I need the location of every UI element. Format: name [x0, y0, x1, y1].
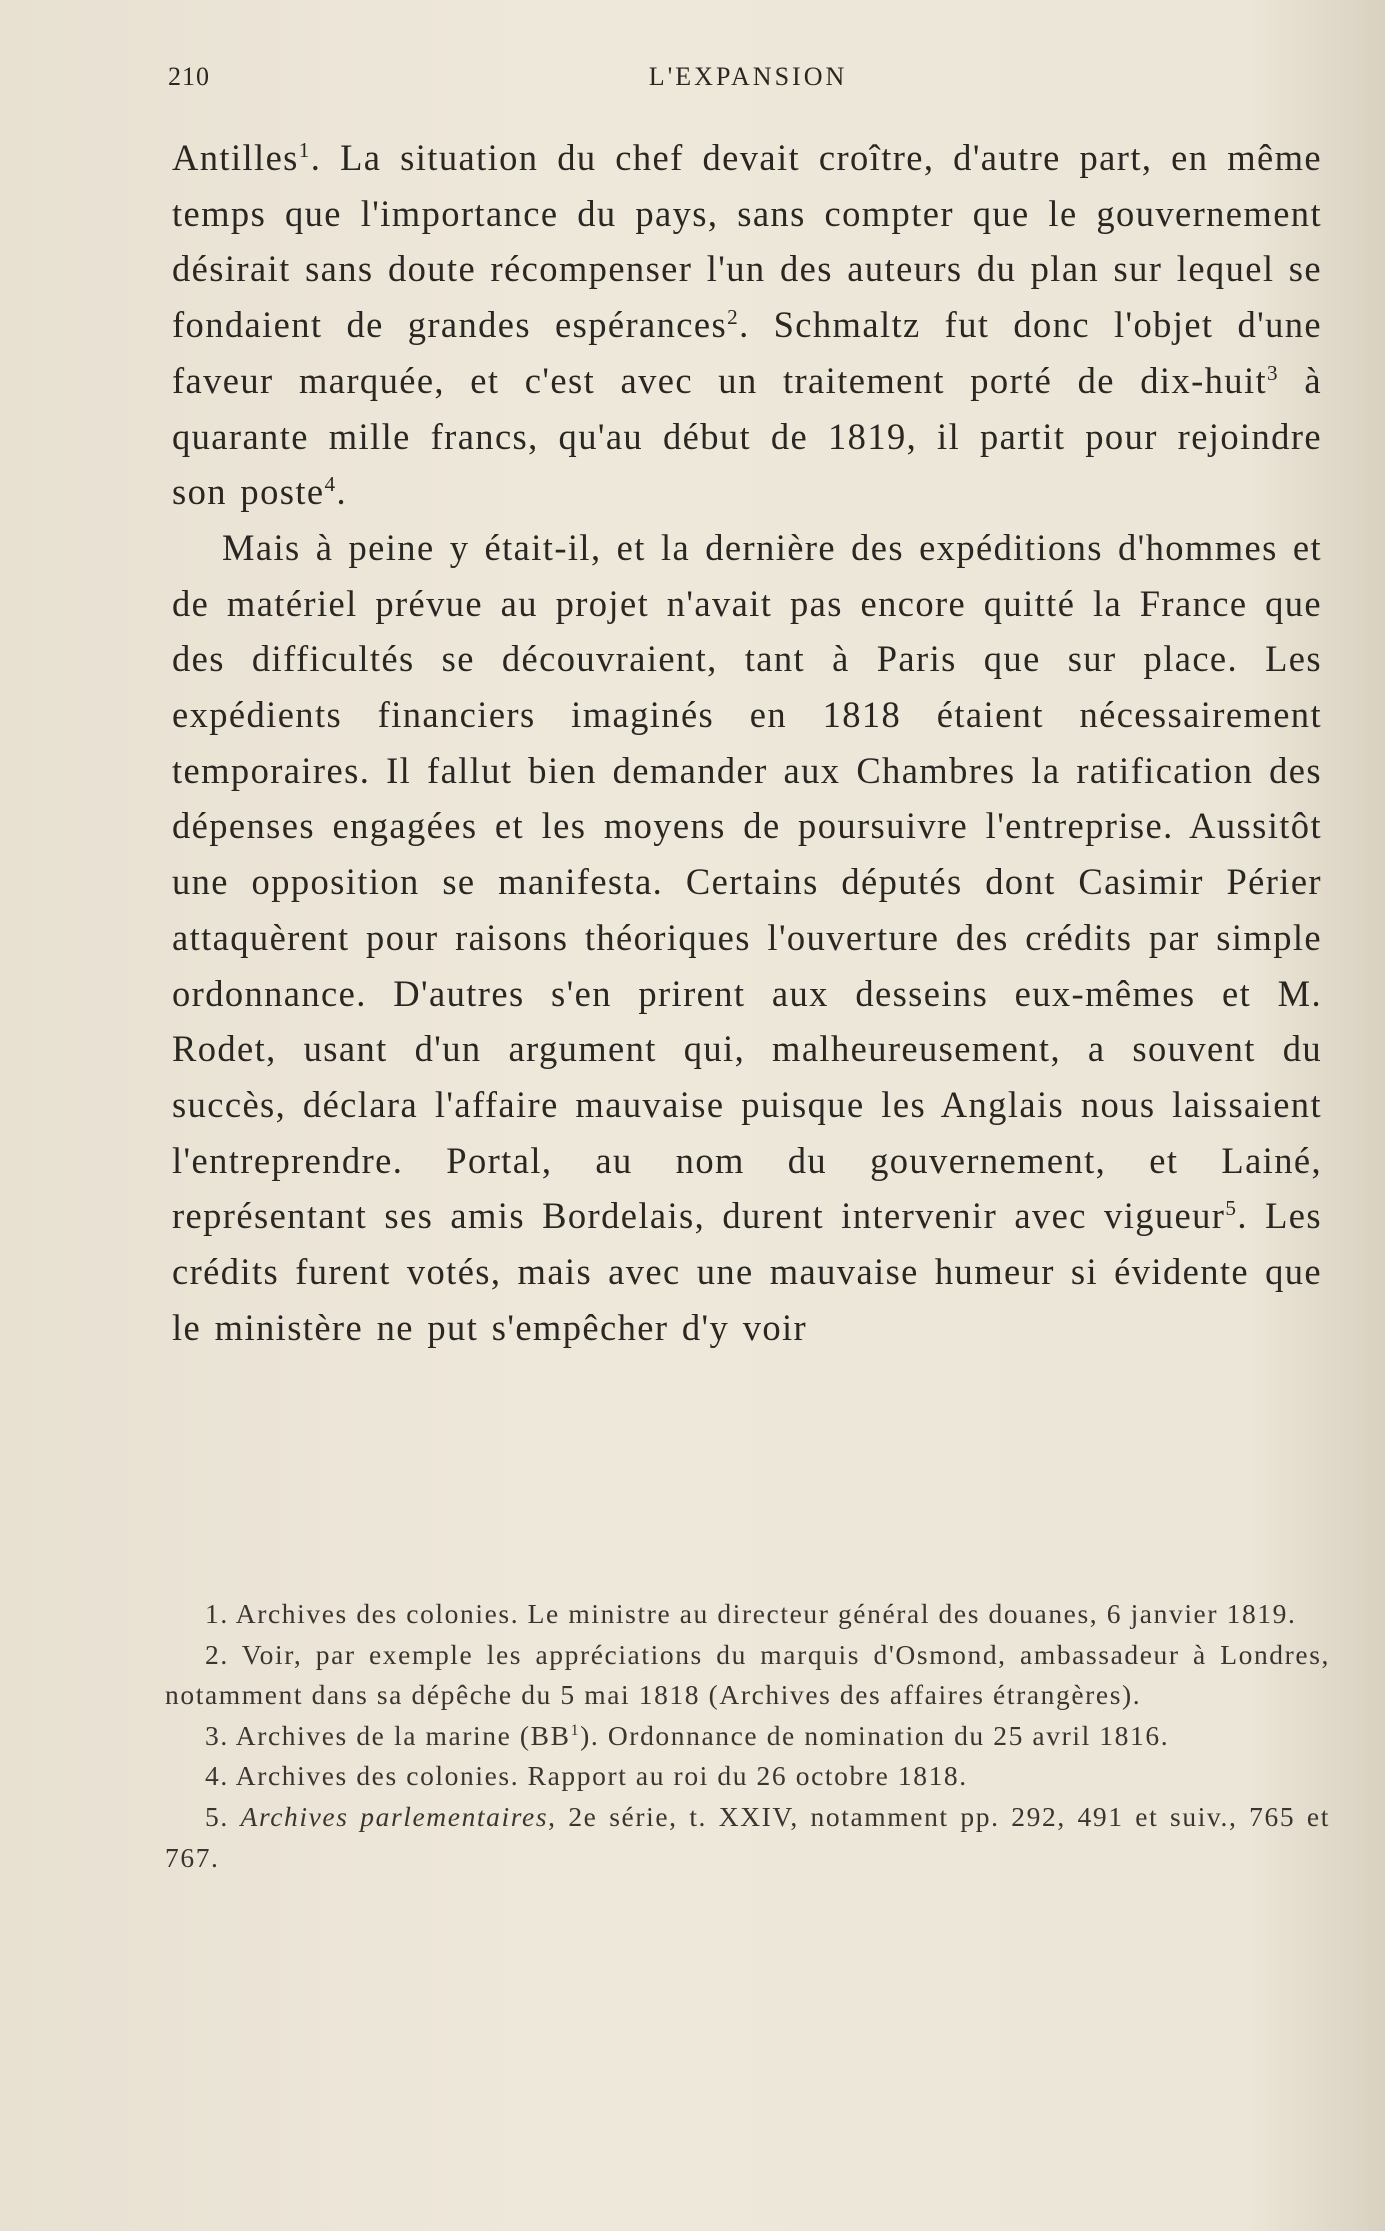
running-title: L'EXPANSION	[648, 62, 848, 91]
body-text	[172, 130, 1322, 1355]
page-number: 210	[168, 62, 210, 91]
footnote-4: 4. Archives des colonies. Rapport au roi du 26 octobre 1818.	[205, 1760, 968, 1792]
paragraph-2: Mais à peine y était-il, et la dernière des expéditions d'hommes et de matériel prévue au projet n'avait pas encore quitté la France que des difficultés se découvraient, tant à Paris que sur place. Les expédients financiers imaginés en 1818 étaient nécessairement temporaires. Il fallut bien demander aux Chambres la ratification des dépenses engagées et les moyens de poursuivre l'entreprise. Aussitôt une opposition se manifesta. Certains députés dont Casimir Périer attaquèrent pour raisons théoriques l'ouverture des crédits par simple ordonnance. D'autres s'en prirent aux desseins eux-mêmes et M. Rodet, usant d'un argument qui, malheureusement, a souvent du succès, déclara l'affaire mauvaise puisque les Anglais nous laissaient l'entreprendre. Portal, au nom du gouvernement, et Lainé, représentant ses amis Bordelais, durent intervenir avec vigueur$^5$. Les crédits furent votés, mais avec une mauvaise humeur si évidente que le ministère ne put s'empêcher d'y voir	[172, 526, 1322, 1348]
paragraph-1: Antilles$^1$. La situation du chef devait croître, d'autre part, en même temps que l'importance du pays, sans compter que le gouvernement désirait sans doute récompenser l'un des auteurs du plan sur lequel se fondaient de grandes espérances$^2$. Schmaltz fut donc l'objet d'une faveur marquée, et c'est avec un traitement porté de dix-huit$^3$ à quarante mille francs, qu'au début de 1819, il partit pour rejoindre son poste$^4$.	[172, 137, 1322, 513]
footnote-ref-4: 4	[324, 472, 337, 497]
footnote-ref-1: 1	[298, 137, 311, 162]
footnote-ref-5: 5	[1225, 1196, 1238, 1221]
footnote-5: 5. Archives parlementaires, 2e série, t. XXIV, notamment pp. 292, 491 et suiv., 765 et 767.	[165, 1800, 1330, 1873]
running-head	[168, 62, 1328, 102]
footnote-ref-2: 2	[727, 304, 740, 329]
footnote-3: 3. Archives de la marine $(BB^1)$. Ordonnance de nomination du 25 avril 1816.	[205, 1719, 1170, 1751]
footnotes	[165, 1594, 1330, 1878]
footnote-1: 1. Archives des colonies. Le ministre au directeur général des douanes, 6 janvier 1819.	[205, 1598, 1297, 1629]
footnote-ref-3: 3	[1267, 360, 1280, 385]
footnote-2: 2. Voir, par exemple les appréciations du marquis d'Osmond, ambassadeur à Londres, notamment dans sa dépêche du 5 mai 1818 (Archives des affaires étrangères).	[165, 1638, 1330, 1711]
